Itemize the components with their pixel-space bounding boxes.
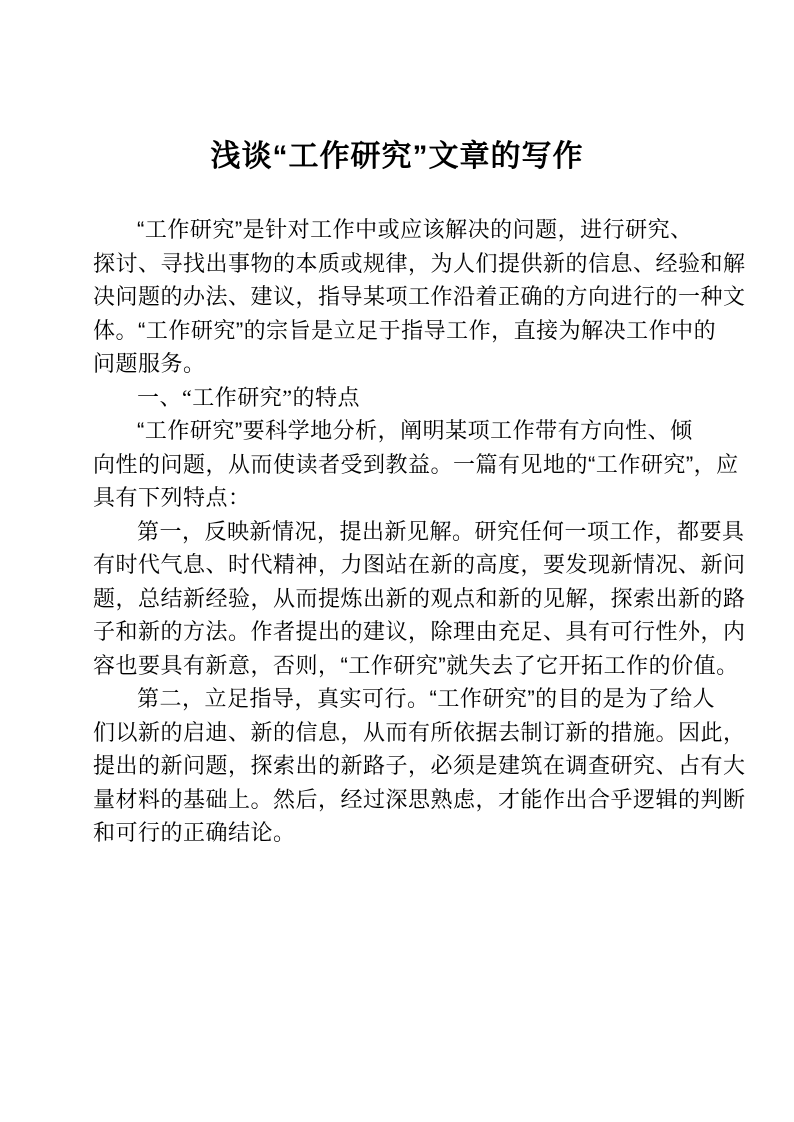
paragraph-1-line-4: 体。“工作研究”的宗旨是立足于指导工作，直接为解决工作中的 <box>93 317 717 343</box>
paragraph-4-line-4: 量材料的基础上。然后，经过深思熟虑，才能作出合乎逻辑的判断 <box>93 786 746 812</box>
section-heading: 一、“工作研究”的特点 <box>137 384 361 410</box>
paragraph-3-line-4: 子和新的方法。作者提出的建议，除理由充足、具有可行性外，内 <box>93 619 746 644</box>
paragraph-2-line-2: 向性的问题，从而使读者受到教益。一篇有见地的“工作研究”，应 <box>93 451 739 477</box>
paragraph-1-line-2: 探讨、寻找出事物的本质或规律，为人们提供新的信息、经验和解 <box>93 250 746 276</box>
paragraph-4-line-2: 们以新的启迪、新的信息，从而有所依据去制订新的措施。因此， <box>93 719 746 745</box>
paragraph-3-line-3: 题，总结新经验，从而提炼出新的观点和新的见解，探索出新的路 <box>93 585 746 611</box>
paragraph-1-line-5: 问题服务。 <box>93 351 206 376</box>
paragraph-4-line-1: 第二，立足指导，真实可行。“工作研究”的目的是为了给人 <box>137 686 716 711</box>
paragraph-4-line-5: 和可行的正确结论。 <box>93 820 296 845</box>
paragraph-2-line-3: 具有下列特点： <box>93 485 251 510</box>
paragraph-3-line-2: 有时代气息、时代精神，力图站在新的高度，要发现新情况、新问 <box>93 552 746 577</box>
document-body <box>93 213 746 850</box>
paragraph-3-line-5: 容也要具有新意，否则，“工作研究”就失去了它开拓工作的价值。 <box>93 652 739 678</box>
paragraph-2-line-1: “工作研究”要科学地分析，阐明某项工作带有方向性、倾 <box>137 418 693 443</box>
paragraph-4-line-3: 提出的新问题，探索出的新路子，必须是建筑在调查研究、占有大 <box>93 753 746 778</box>
document-title: 浅谈“工作研究”文章的写作 <box>210 140 584 173</box>
paragraph-1-line-3: 决问题的办法、建议，指导某项工作沿着正确的方向进行的一种文 <box>93 284 746 309</box>
paragraph-3-line-1: 第一，反映新情况，提出新见解。研究任何一项工作，都要具 <box>137 518 745 544</box>
paragraph-1-line-1: “工作研究”是针对工作中或应该解决的问题，进行研究、 <box>137 217 693 242</box>
